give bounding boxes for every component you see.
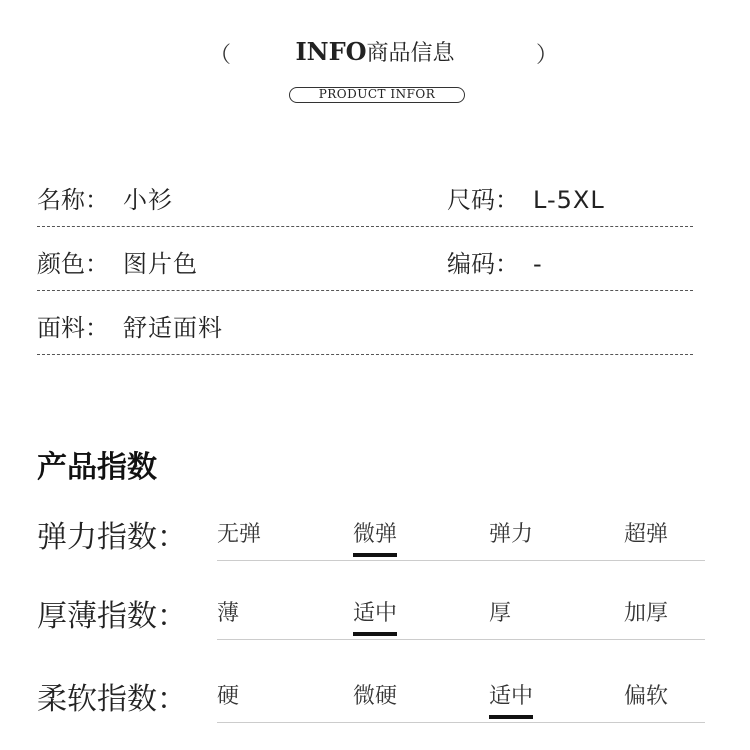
selected-bar bbox=[489, 715, 533, 719]
info-cell-fabric bbox=[37, 308, 223, 343]
index-row-softness bbox=[37, 674, 677, 734]
left-paren: （ bbox=[209, 43, 232, 68]
info-label-size: 尺码： bbox=[447, 186, 519, 214]
selected-bar bbox=[353, 553, 397, 557]
scale-option: 微硬 bbox=[353, 684, 398, 709]
info-label-color: 颜色： bbox=[37, 250, 109, 278]
scale-option: 加厚 bbox=[624, 601, 669, 626]
info-label-code: 编码： bbox=[447, 250, 519, 278]
index-label-thickness: 厚薄指数： bbox=[37, 599, 187, 634]
index-scale-softness bbox=[217, 674, 705, 734]
info-row-color-code bbox=[37, 227, 693, 291]
scale-baseline bbox=[217, 639, 705, 640]
scale-baseline bbox=[217, 722, 705, 723]
right-paren: ） bbox=[536, 43, 559, 68]
scale-baseline bbox=[217, 560, 705, 561]
scale-option-selected: 适中 bbox=[489, 679, 533, 710]
title-chinese: 商品信息 bbox=[366, 41, 455, 66]
scale-option: 超弹 bbox=[624, 522, 669, 547]
scale-option: 弹力 bbox=[489, 522, 534, 547]
info-value-name: 小衫 bbox=[123, 186, 173, 214]
info-value-fabric: 舒适面料 bbox=[123, 314, 223, 342]
info-value-size: L-5XL bbox=[533, 186, 605, 214]
section-title-product-index: 产品指数 bbox=[37, 450, 157, 485]
index-label-elasticity: 弹力指数： bbox=[37, 520, 187, 555]
scale-option: 厚 bbox=[489, 601, 512, 626]
info-cell-color bbox=[37, 244, 198, 279]
info-value-code: - bbox=[533, 250, 543, 278]
info-label-name: 名称： bbox=[37, 186, 109, 214]
selected-bar bbox=[353, 632, 397, 636]
scale-option: 薄 bbox=[217, 601, 240, 626]
index-label-softness: 柔软指数： bbox=[37, 682, 187, 717]
scale-option-selected: 微弹 bbox=[353, 517, 397, 548]
info-cell-code bbox=[447, 244, 543, 279]
scale-option: 硬 bbox=[217, 684, 240, 709]
index-scale-thickness bbox=[217, 591, 705, 651]
info-cell-size bbox=[447, 180, 605, 215]
info-label-fabric: 面料： bbox=[37, 314, 109, 342]
index-scale-elasticity bbox=[217, 512, 705, 572]
page-title bbox=[0, 36, 750, 67]
info-value-color: 图片色 bbox=[123, 250, 198, 278]
index-row-elasticity bbox=[37, 512, 677, 572]
scale-option-selected: 适中 bbox=[353, 596, 397, 627]
info-row-name-size bbox=[37, 163, 693, 227]
scale-option: 无弹 bbox=[217, 522, 262, 547]
subtitle-pill: PRODUCT INFOR bbox=[289, 87, 465, 103]
info-row-fabric bbox=[37, 291, 693, 355]
title-english: INFO bbox=[295, 37, 367, 66]
scale-option: 偏软 bbox=[624, 684, 669, 709]
product-info-header bbox=[0, 0, 750, 120]
info-cell-name bbox=[37, 180, 173, 215]
index-row-thickness bbox=[37, 591, 677, 651]
